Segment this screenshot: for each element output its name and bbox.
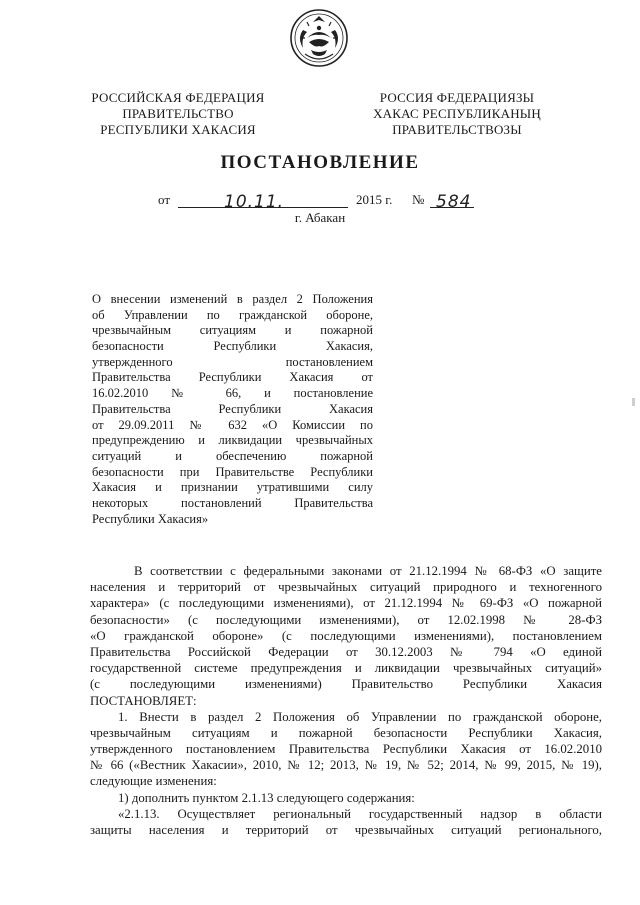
from-label: от xyxy=(158,192,171,207)
body-line: В соответствии с федеральными законами от 21.12.1994 № 68-ФЗ «О защите xyxy=(134,564,602,578)
document-title: ПОСТАНОВЛЕНИЕ xyxy=(220,152,420,173)
subject-line: Правительства Республики Хакасия xyxy=(92,401,373,416)
body-line: 1) дополнить пунктом 2.1.13 следующего содержания: xyxy=(118,790,415,805)
body-line: 1. Внести в раздел 2 Положения об Управлении по гражданской обороне, xyxy=(118,709,602,724)
body-line: Правительства Российской Федерации от 30.12.2003 № 794 «О единой xyxy=(90,644,602,659)
body-line: чрезвычайным ситуациям и пожарной безопасности Республики Хакасия, xyxy=(90,725,602,740)
subject-line: ситуаций и обеспечению пожарной xyxy=(92,448,373,463)
header-left-line: РЕСПУБЛИКИ ХАКАСИЯ xyxy=(100,122,256,137)
subject-line: некоторых постановлений Правительства xyxy=(92,495,373,510)
header-right-line: РОССИЯ ФЕДЕРАЦИЯЗЫ xyxy=(379,90,535,105)
body-text xyxy=(90,563,602,838)
number-label: № xyxy=(412,192,425,207)
city-name: г. Абакан xyxy=(294,210,346,225)
body-line: утвержденного постановлением Правительства Республики Хакасия от 16.02.2010 xyxy=(90,742,602,757)
body-line: государственной системе предупреждения и ликвидации чрезвычайных ситуаций» xyxy=(90,661,602,676)
body-line: № 66 («Вестник Хакасии», 2010, № 12; 2013, № 19, № 52; 2014, № 99, 2015, № 19), xyxy=(90,758,602,773)
subject-line: чрезвычайным ситуациям и пожарной xyxy=(92,323,373,338)
subject-line: О внесении изменений в раздел 2 Положения xyxy=(92,292,373,306)
handwritten-number: 584 xyxy=(436,192,472,212)
subject-line: Хакасия и признании утратившими силу xyxy=(92,480,373,495)
header-left-line: ПРАВИТЕЛЬСТВО xyxy=(122,106,234,121)
year-label: 2015 г. xyxy=(356,192,393,207)
header-right xyxy=(352,90,562,138)
subject-line: утвержденного постановлением xyxy=(92,354,373,369)
date-number-line xyxy=(158,190,478,210)
body-line: защиты населения и территорий от чрезвычайных ситуаций регионального, xyxy=(90,823,602,837)
body-line: безопасности» (с последующими изменениями), от 12.02.1998 № 28-ФЗ xyxy=(90,612,602,627)
body-line: (с последующими изменениями) Правительство Республики Хакасия xyxy=(90,677,602,692)
body-line: следующие изменения: xyxy=(90,774,217,789)
body-line: «2.1.13. Осуществляет региональный государственный надзор в области xyxy=(118,806,602,821)
handwritten-date: 10.11. xyxy=(224,192,285,212)
subject-line: от 29.09.2011 № 632 «О Комиссии по xyxy=(92,417,373,432)
header-left-line: РОССИЙСКАЯ ФЕДЕРАЦИЯ xyxy=(91,90,265,105)
header-right-line: ПРАВИТЕЛЬСТВОЗЫ xyxy=(392,122,522,137)
body-line: ПОСТАНОВЛЯЕТ: xyxy=(90,693,197,708)
subject-line: 16.02.2010 № 66, и постановление xyxy=(92,386,373,401)
body-line: населения и территорий от чрезвычайных ситуаций природного и техногенного xyxy=(90,580,602,595)
body-line: «О гражданской обороне» (с последующими изменениями), постановлением xyxy=(90,628,602,643)
subject-line: Правительства Республики Хакасия от xyxy=(92,370,373,385)
subject-line: безопасности при Правительстве Республики xyxy=(92,464,373,479)
subject-line: Республики Хакасия» xyxy=(92,511,209,526)
subject-line: предупреждению и ликвидации чрезвычайных xyxy=(92,433,373,448)
scan-artifact xyxy=(632,398,635,406)
body-line: характера» (с последующими изменениями), от 21.12.1994 № 69-ФЗ «О пожарной xyxy=(90,596,602,611)
subject-line: об Управлении по гражданской обороне, xyxy=(92,307,373,322)
header-right-line: ХАКАС РЕСПУБЛИКАНЫҢ xyxy=(373,106,541,121)
header-left xyxy=(78,90,278,138)
subject-block xyxy=(92,292,373,527)
subject-line: безопасности Республики Хакасия, xyxy=(92,339,373,354)
coat-of-arms-icon xyxy=(289,8,349,68)
